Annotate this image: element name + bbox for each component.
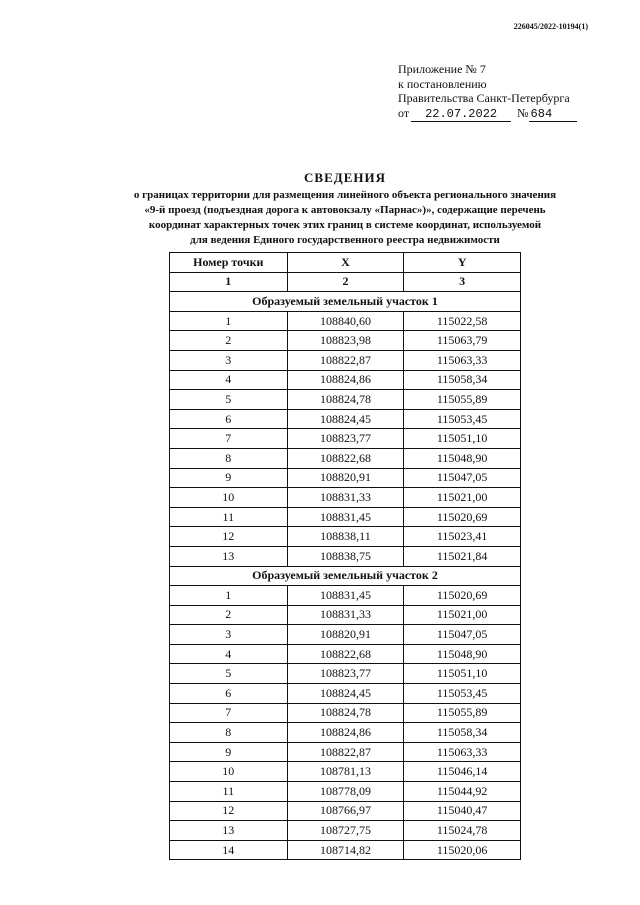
point-number-cell: 3: [170, 350, 288, 370]
table-row: [170, 644, 521, 664]
x-coordinate-cell: 108838,75: [287, 546, 404, 566]
x-coordinate-cell: 108822,87: [287, 742, 404, 762]
table-row: [170, 468, 521, 488]
table-row: [170, 448, 521, 468]
point-number-cell: 8: [170, 723, 288, 743]
y-coordinate-cell: 115020,69: [404, 507, 521, 527]
table-row: [170, 488, 521, 508]
point-number-cell: 3: [170, 625, 288, 645]
point-number-cell: 1: [170, 586, 288, 606]
point-number-cell: 11: [170, 782, 288, 802]
x-coordinate-cell: 108820,91: [287, 625, 404, 645]
y-coordinate-cell: 115046,14: [404, 762, 521, 782]
y-coordinate-cell: 115022,58: [404, 311, 521, 331]
x-coordinate-cell: 108727,75: [287, 821, 404, 841]
x-coordinate-cell: 108822,87: [287, 350, 404, 370]
table-row: [170, 782, 521, 802]
y-coordinate-cell: 115058,34: [404, 370, 521, 390]
x-coordinate-cell: 108824,78: [287, 390, 404, 410]
x-coordinate-cell: 108822,68: [287, 448, 404, 468]
column-index-row: [170, 272, 521, 292]
point-number-cell: 6: [170, 684, 288, 704]
x-coordinate-cell: 108840,60: [287, 311, 404, 331]
table-row: [170, 762, 521, 782]
y-coordinate-cell: 115047,05: [404, 468, 521, 488]
point-number-cell: 1: [170, 311, 288, 331]
date-prefix: от: [398, 105, 410, 120]
point-number-cell: 6: [170, 409, 288, 429]
y-coordinate-cell: 115024,78: [404, 821, 521, 841]
x-coordinate-cell: 108824,78: [287, 703, 404, 723]
appendix-line-1: Приложение № 7: [398, 62, 486, 76]
y-coordinate-cell: 115053,45: [404, 684, 521, 704]
y-coordinate-cell: 115020,06: [404, 840, 521, 860]
point-number-cell: 4: [170, 644, 288, 664]
table-row: [170, 703, 521, 723]
y-coordinate-cell: 115040,47: [404, 801, 521, 821]
table-row: [170, 723, 521, 743]
table-row: [170, 801, 521, 821]
point-number-cell: 8: [170, 448, 288, 468]
x-coordinate-cell: 108766,97: [287, 801, 404, 821]
x-coordinate-cell: 108823,77: [287, 429, 404, 449]
document-title: [60, 170, 630, 248]
point-number-cell: 12: [170, 801, 288, 821]
title-line: координат характерных точек этих границ в системе координат, используемой: [148, 219, 542, 231]
point-number-cell: 14: [170, 840, 288, 860]
table-header-row: [170, 253, 521, 273]
section-title: Образуемый земельный участок 1: [170, 292, 521, 312]
title-line: о границах территории для размещения линейного объекта регионального значения: [133, 189, 557, 201]
x-coordinate-cell: 108838,11: [287, 527, 404, 547]
section-header-row: [170, 292, 521, 312]
point-number-cell: 13: [170, 821, 288, 841]
table-row: [170, 390, 521, 410]
point-number-cell: 7: [170, 429, 288, 449]
y-coordinate-cell: 115053,45: [404, 409, 521, 429]
table-row: [170, 840, 521, 860]
column-index: 3: [404, 272, 521, 292]
x-coordinate-cell: 108831,33: [287, 488, 404, 508]
point-number-cell: 4: [170, 370, 288, 390]
y-coordinate-cell: 115048,90: [404, 644, 521, 664]
appendix-date-line: [398, 106, 577, 123]
point-number-cell: 2: [170, 331, 288, 351]
table-row: [170, 586, 521, 606]
table-row: [170, 507, 521, 527]
x-coordinate-cell: 108823,77: [287, 664, 404, 684]
table-row: [170, 350, 521, 370]
header-point-number: Номер точки: [170, 253, 288, 273]
table-body: [170, 272, 521, 860]
x-coordinate-cell: 108824,86: [287, 370, 404, 390]
table-row: [170, 370, 521, 390]
x-coordinate-cell: 108823,98: [287, 331, 404, 351]
y-coordinate-cell: 115063,33: [404, 350, 521, 370]
table-row: [170, 684, 521, 704]
table-row: [170, 527, 521, 547]
x-coordinate-cell: 108824,86: [287, 723, 404, 743]
y-coordinate-cell: 115047,05: [404, 625, 521, 645]
x-coordinate-cell: 108778,09: [287, 782, 404, 802]
section-header-row: [170, 566, 521, 586]
point-number-cell: 7: [170, 703, 288, 723]
y-coordinate-cell: 115063,33: [404, 742, 521, 762]
table-row: [170, 429, 521, 449]
y-coordinate-cell: 115020,69: [404, 586, 521, 606]
y-coordinate-cell: 115055,89: [404, 703, 521, 723]
point-number-cell: 5: [170, 664, 288, 684]
table-row: [170, 331, 521, 351]
y-coordinate-cell: 115063,79: [404, 331, 521, 351]
decree-date: 22.07.2022: [411, 107, 511, 123]
title-line: для ведения Единого государственного реестра недвижимости: [190, 234, 500, 246]
x-coordinate-cell: 108824,45: [287, 409, 404, 429]
decree-number: 684: [529, 107, 577, 123]
point-number-cell: 9: [170, 742, 288, 762]
x-coordinate-cell: 108831,45: [287, 586, 404, 606]
y-coordinate-cell: 115021,84: [404, 546, 521, 566]
y-coordinate-cell: 115055,89: [404, 390, 521, 410]
table-row: [170, 821, 521, 841]
point-number-cell: 10: [170, 488, 288, 508]
point-number-cell: 2: [170, 605, 288, 625]
appendix-block: [398, 62, 577, 122]
table-row: [170, 605, 521, 625]
column-index: 1: [170, 272, 288, 292]
point-number-cell: 5: [170, 390, 288, 410]
table-row: [170, 742, 521, 762]
x-coordinate-cell: 108820,91: [287, 468, 404, 488]
point-number-cell: 11: [170, 507, 288, 527]
x-coordinate-cell: 108714,82: [287, 840, 404, 860]
point-number-cell: 9: [170, 468, 288, 488]
y-coordinate-cell: 115058,34: [404, 723, 521, 743]
x-coordinate-cell: 108831,33: [287, 605, 404, 625]
title-heading: СВЕДЕНИЯ: [304, 170, 386, 185]
table-row: [170, 625, 521, 645]
number-prefix: №: [517, 105, 529, 120]
header-y: Y: [404, 253, 521, 273]
y-coordinate-cell: 115023,41: [404, 527, 521, 547]
appendix-line-2: к постановлению: [398, 76, 487, 91]
table-row: [170, 311, 521, 331]
title-line: «9-й проезд (подъездная дорога к автовокзалу «Парнас»)», содержащие перечень: [144, 204, 546, 216]
section-title: Образуемый земельный участок 2: [170, 566, 521, 586]
coordinates-table: [169, 252, 521, 860]
table-row: [170, 546, 521, 566]
column-index: 2: [287, 272, 404, 292]
y-coordinate-cell: 115051,10: [404, 664, 521, 684]
y-coordinate-cell: 115048,90: [404, 448, 521, 468]
y-coordinate-cell: 115021,00: [404, 605, 521, 625]
appendix-line-3: Правительства Санкт-Петербурга: [398, 91, 570, 105]
y-coordinate-cell: 115044,92: [404, 782, 521, 802]
document-id: 226045/2022-10194(1): [513, 22, 588, 31]
table-row: [170, 409, 521, 429]
point-number-cell: 10: [170, 762, 288, 782]
x-coordinate-cell: 108824,45: [287, 684, 404, 704]
point-number-cell: 13: [170, 546, 288, 566]
y-coordinate-cell: 115021,00: [404, 488, 521, 508]
header-x: X: [287, 253, 404, 273]
y-coordinate-cell: 115051,10: [404, 429, 521, 449]
table-row: [170, 664, 521, 684]
x-coordinate-cell: 108781,13: [287, 762, 404, 782]
x-coordinate-cell: 108831,45: [287, 507, 404, 527]
x-coordinate-cell: 108822,68: [287, 644, 404, 664]
point-number-cell: 12: [170, 527, 288, 547]
